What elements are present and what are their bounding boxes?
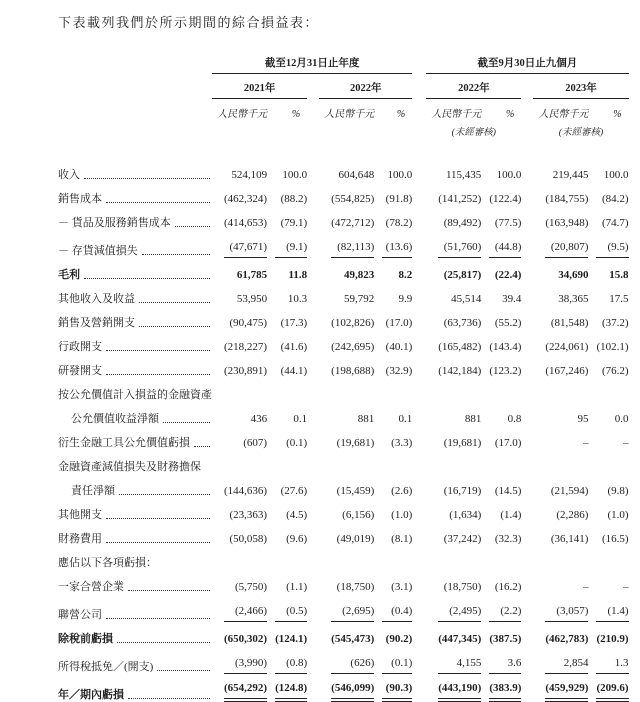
table-row — [58, 570, 629, 594]
column-gap — [412, 402, 426, 426]
table-row — [58, 330, 629, 354]
cell-amount: (36,141) — [550, 533, 589, 545]
column-gap — [307, 594, 319, 622]
cell-percent: (0.5) — [275, 604, 307, 622]
column-gap — [412, 306, 426, 330]
leader-dots — [106, 618, 210, 619]
unit-label: 人民幣千元 — [217, 109, 268, 120]
year-label: 2022年 — [349, 83, 382, 94]
cell-amount: (19,681) — [336, 437, 375, 449]
cell-percent: (102.1) — [596, 341, 629, 353]
column-gap — [412, 158, 426, 182]
cell-amount: (144,636) — [224, 485, 268, 497]
cell-percent: (1.4) — [596, 604, 628, 622]
cell-amount: (49,019) — [336, 533, 375, 545]
cell-percent: (143.4) — [489, 341, 522, 353]
leader-dots — [106, 542, 210, 543]
cell-percent: (32.9) — [385, 365, 413, 377]
row-label: 責任淨額 — [71, 485, 115, 497]
row-label: － 存貨減值損失 — [58, 245, 138, 257]
row-label: 一家合營企業 — [58, 581, 124, 593]
cell-amount: (15,459) — [336, 485, 375, 497]
cell-amount: (21,594) — [550, 485, 589, 497]
column-gap — [521, 306, 533, 330]
cell-amount: 219,445 — [552, 169, 589, 181]
column-gap — [521, 330, 533, 354]
row-label: 所得稅抵免／(開支) — [58, 661, 154, 673]
column-gap — [521, 594, 533, 622]
cell-amount: 436 — [250, 413, 268, 425]
cell-percent: 11.8 — [288, 269, 308, 281]
cell-percent: 15.8 — [609, 269, 629, 281]
table-row — [58, 402, 629, 426]
leader-dots — [84, 178, 210, 179]
leader-dots — [163, 422, 210, 423]
cell-amount: 881 — [357, 413, 375, 425]
cell-percent: 100.0 — [282, 169, 308, 181]
percent-label: % — [291, 109, 301, 120]
cell-amount: – — [582, 437, 589, 449]
cell-amount: (19,681) — [443, 437, 482, 449]
column-gap — [521, 646, 533, 674]
column-gap — [521, 474, 533, 498]
table-row — [58, 206, 629, 230]
column-gap — [412, 674, 426, 702]
column-gap — [412, 282, 426, 306]
cell-percent: (9.5) — [596, 240, 628, 258]
leader-dots — [117, 642, 210, 643]
cell-amount: (16,719) — [443, 485, 482, 497]
column-gap — [412, 230, 426, 258]
column-gap — [307, 330, 319, 354]
table-row — [58, 230, 629, 258]
column-gap — [521, 622, 533, 646]
column-gap — [307, 258, 319, 282]
cell-amount: (47,671) — [224, 240, 267, 258]
cell-percent: – — [623, 581, 629, 593]
table-row — [58, 258, 629, 282]
column-gap — [521, 498, 533, 522]
unit-label: 人民幣千元 — [538, 109, 589, 120]
column-gap — [412, 426, 426, 450]
cell-percent: (124.8) — [275, 681, 307, 702]
column-gap — [307, 354, 319, 378]
table-row — [58, 674, 629, 702]
cell-amount: (462,324) — [224, 193, 268, 205]
cell-percent: (74.7) — [601, 217, 629, 229]
row-label: 研發開支 — [58, 365, 102, 377]
leader-dots — [157, 670, 210, 671]
cell-amount: (89,492) — [443, 217, 482, 229]
cell-amount: (5,750) — [235, 581, 268, 593]
note-header-row — [58, 120, 629, 138]
leader-dots — [106, 374, 210, 375]
unaudited-note: (未經審核) — [558, 128, 604, 138]
table-row — [58, 474, 629, 498]
cell-percent: (44.1) — [280, 365, 308, 377]
cell-amount: (224,061) — [545, 341, 589, 353]
cell-amount: (230,891) — [224, 365, 268, 377]
cell-amount: (18,750) — [443, 581, 482, 593]
unit-label: 人民幣千元 — [431, 109, 482, 120]
column-gap — [307, 230, 319, 258]
leader-dots — [119, 494, 210, 495]
cell-percent: (77.5) — [494, 217, 522, 229]
column-gap — [307, 426, 319, 450]
cell-amount: (650,302) — [224, 633, 268, 645]
cell-amount: (2,495) — [438, 604, 481, 622]
column-gap — [521, 354, 533, 378]
cell-amount: (443,190) — [438, 681, 481, 702]
cell-percent: (4.5) — [286, 509, 308, 521]
cell-percent: 9.9 — [398, 293, 413, 305]
caption-row — [58, 546, 629, 570]
column-gap — [307, 622, 319, 646]
row-label: 其他開支 — [58, 509, 102, 521]
table-row — [58, 594, 629, 622]
column-gap — [521, 158, 533, 182]
caption-row — [58, 450, 629, 474]
cell-amount: 524,109 — [231, 169, 268, 181]
cell-amount: 61,785 — [236, 269, 268, 281]
page-title: 下表載列我們於所示期間的綜合損益表： — [58, 15, 320, 30]
table-row — [58, 426, 629, 450]
cell-percent: (9.1) — [275, 240, 307, 258]
cell-percent: 0.1 — [293, 413, 308, 425]
cell-percent: 100.0 — [603, 169, 629, 181]
table-row — [58, 522, 629, 546]
column-gap — [521, 282, 533, 306]
cell-amount: (626) — [331, 656, 374, 674]
cell-amount: (142,184) — [438, 365, 482, 377]
cell-percent: (91.8) — [385, 193, 413, 205]
column-gap — [521, 426, 533, 450]
cell-percent: 0.0 — [614, 413, 629, 425]
cell-percent: (383.9) — [489, 681, 521, 702]
cell-amount: (90,475) — [229, 317, 268, 329]
leader-dots — [128, 590, 210, 591]
row-label: 年／期內虧損 — [58, 689, 124, 701]
cell-amount: (102,826) — [331, 317, 375, 329]
cell-amount: (18,750) — [336, 581, 375, 593]
column-gap — [412, 646, 426, 674]
cell-percent: (40.1) — [385, 341, 413, 353]
year-label: 2022年 — [458, 83, 490, 94]
row-label: 按公允價值計入損益的金融資產 — [58, 389, 212, 401]
cell-percent: 39.4 — [502, 293, 522, 305]
cell-percent: (13.6) — [382, 240, 412, 258]
cell-percent: (90.3) — [382, 681, 412, 702]
column-gap — [307, 182, 319, 206]
cell-amount: 95 — [577, 413, 589, 425]
cell-percent: (17.3) — [280, 317, 308, 329]
unaudited-note: (未經審核) — [451, 128, 496, 138]
cell-amount: (63,736) — [443, 317, 482, 329]
cell-amount: 115,435 — [445, 169, 482, 181]
column-gap — [521, 182, 533, 206]
column-gap — [307, 306, 319, 330]
column-group-label: 截至12月31日止年度 — [264, 58, 360, 69]
year-label: 2023年 — [565, 83, 597, 94]
column-gap — [412, 522, 426, 546]
cell-percent: (22.4) — [494, 269, 522, 281]
row-label: 衍生金融工具公允價值虧損 — [58, 437, 190, 449]
cell-percent: (124.1) — [275, 633, 308, 645]
cell-percent: (78.2) — [385, 217, 413, 229]
cell-amount: – — [582, 581, 589, 593]
cell-percent: 0.1 — [398, 413, 413, 425]
cell-amount: (81,548) — [550, 317, 589, 329]
cell-amount: (242,695) — [331, 341, 375, 353]
cell-percent: (122.4) — [489, 193, 522, 205]
cell-amount: (6,156) — [342, 509, 375, 521]
column-gap — [521, 522, 533, 546]
column-gap — [412, 570, 426, 594]
table-header — [58, 55, 629, 138]
row-label: － 貨品及服務銷售成本 — [58, 217, 171, 229]
cell-amount: (198,688) — [331, 365, 375, 377]
cell-amount: (163,948) — [545, 217, 589, 229]
cell-percent: (16.2) — [494, 581, 522, 593]
cell-amount: (1,634) — [449, 509, 482, 521]
column-gap — [521, 570, 533, 594]
cell-amount: 881 — [464, 413, 482, 425]
cell-percent: 100.0 — [387, 169, 413, 181]
cell-percent: (17.0) — [385, 317, 413, 329]
cell-percent: (90.2) — [385, 633, 413, 645]
row-label: 金融資產減值損失及財務擔保 — [58, 461, 201, 473]
leader-dots — [128, 698, 210, 699]
cell-percent: (387.5) — [489, 633, 522, 645]
column-gap — [307, 474, 319, 498]
year-header-row — [58, 74, 629, 99]
cell-amount: (2,286) — [556, 509, 589, 521]
column-gap — [412, 206, 426, 230]
cell-amount: (459,929) — [545, 681, 588, 702]
column-gap — [307, 498, 319, 522]
cell-percent: (210.9) — [596, 633, 629, 645]
column-gap — [521, 674, 533, 702]
cell-amount: (167,246) — [545, 365, 589, 377]
row-label: 聯營公司 — [58, 609, 102, 621]
cell-percent: (3.3) — [391, 437, 413, 449]
row-label: 除稅前虧損 — [58, 633, 113, 645]
leader-dots — [106, 350, 210, 351]
leader-dots — [106, 518, 210, 519]
cell-percent: (84.2) — [601, 193, 629, 205]
cell-percent: (0.8) — [275, 656, 307, 674]
cell-amount: 45,514 — [451, 293, 482, 305]
column-gap — [307, 646, 319, 674]
cell-amount: (20,807) — [545, 240, 588, 258]
column-gap — [521, 258, 533, 282]
column-gap — [412, 354, 426, 378]
cell-percent: 17.5 — [609, 293, 629, 305]
column-gap — [521, 230, 533, 258]
cell-amount: 38,365 — [558, 293, 589, 305]
column-gap — [307, 522, 319, 546]
cell-percent: (32.3) — [494, 533, 522, 545]
leader-dots — [139, 326, 210, 327]
table-body — [58, 138, 629, 702]
cell-amount: (165,482) — [438, 341, 482, 353]
caption-row — [58, 378, 629, 402]
cell-percent: (14.5) — [494, 485, 522, 497]
cell-amount: (447,345) — [438, 633, 482, 645]
unit-header-row — [58, 99, 629, 120]
cell-percent: (44.8) — [489, 240, 521, 258]
cell-amount: 604,648 — [338, 169, 375, 181]
column-gap — [307, 158, 319, 182]
cell-percent: (17.0) — [494, 437, 522, 449]
spacer-row — [58, 138, 629, 158]
cell-amount: (50,058) — [229, 533, 268, 545]
column-group-label: 截至9月30日止九個月 — [477, 58, 578, 69]
cell-percent: (76.2) — [601, 365, 629, 377]
table-row — [58, 354, 629, 378]
column-gap — [307, 206, 319, 230]
cell-amount: (37,242) — [443, 533, 482, 545]
table-row — [58, 646, 629, 674]
row-label: 公允價值收益淨額 — [71, 413, 159, 425]
leader-dots — [142, 254, 210, 255]
row-label: 收入 — [58, 169, 80, 181]
cell-percent: (2.2) — [489, 604, 521, 622]
row-label: 應佔以下各項虧損： — [58, 557, 157, 569]
cell-percent: (9.8) — [607, 485, 629, 497]
cell-amount: (218,227) — [224, 341, 268, 353]
cell-percent: 8.2 — [398, 269, 413, 281]
row-label: 銷售及營銷開支 — [58, 317, 135, 329]
cell-amount: (184,755) — [545, 193, 589, 205]
table-row — [58, 306, 629, 330]
cell-percent: (55.2) — [494, 317, 522, 329]
percent-label: % — [506, 109, 515, 120]
cell-percent: 0.8 — [507, 413, 522, 425]
cell-amount: (2,695) — [331, 604, 374, 622]
cell-percent: – — [623, 437, 629, 449]
cell-amount: 53,950 — [236, 293, 268, 305]
cell-percent: (1.0) — [607, 509, 629, 521]
table-row — [58, 498, 629, 522]
column-gap — [412, 330, 426, 354]
unit-label: 人民幣千元 — [324, 109, 375, 120]
leader-dots — [139, 302, 210, 303]
table-row — [58, 182, 629, 206]
cell-amount: 59,792 — [343, 293, 375, 305]
cell-amount: 49,823 — [343, 269, 375, 281]
cell-amount: (25,817) — [443, 269, 482, 281]
cell-amount: (23,363) — [229, 509, 268, 521]
column-gap — [412, 182, 426, 206]
column-gap — [412, 474, 426, 498]
cell-percent: (27.6) — [280, 485, 308, 497]
cell-amount: (51,760) — [438, 240, 481, 258]
cell-amount: (554,825) — [331, 193, 375, 205]
cell-amount: (462,783) — [545, 633, 589, 645]
cell-amount: 2,854 — [545, 656, 588, 674]
column-gap — [307, 570, 319, 594]
column-gap — [307, 402, 319, 426]
leader-dots — [194, 446, 210, 447]
cell-percent: (9.6) — [286, 533, 308, 545]
cell-amount: 34,690 — [558, 269, 589, 281]
column-gap — [412, 622, 426, 646]
cell-percent: (0.4) — [382, 604, 412, 622]
cell-percent: (0.1) — [382, 656, 412, 674]
cell-amount: 4,155 — [438, 656, 481, 674]
cell-percent: (16.5) — [601, 533, 629, 545]
cell-amount: (472,712) — [331, 217, 375, 229]
cell-percent: (3.1) — [391, 581, 413, 593]
cell-amount: (82,113) — [331, 240, 374, 258]
table-row — [58, 158, 629, 182]
column-gap — [307, 674, 319, 702]
cell-amount: (545,473) — [331, 633, 375, 645]
cell-amount: (414,653) — [224, 217, 268, 229]
cell-amount: (141,252) — [438, 193, 482, 205]
cell-amount: (3,057) — [545, 604, 588, 622]
leader-dots — [175, 226, 210, 227]
cell-percent: 1.3 — [596, 656, 628, 674]
cell-percent: 100.0 — [496, 169, 522, 181]
column-gap — [412, 594, 426, 622]
cell-amount: (2,466) — [224, 604, 267, 622]
percent-label: % — [613, 109, 622, 120]
row-label: 行政開支 — [58, 341, 102, 353]
leader-dots — [84, 278, 210, 279]
column-gap — [307, 282, 319, 306]
column-gap — [521, 206, 533, 230]
cell-percent: 3.6 — [489, 656, 521, 674]
cell-percent: (1.1) — [286, 581, 308, 593]
year-label: 2021年 — [243, 83, 276, 94]
cell-percent: (123.2) — [489, 365, 522, 377]
cell-amount: (654,292) — [224, 681, 267, 702]
column-gap — [412, 258, 426, 282]
leader-dots — [106, 202, 210, 203]
cell-percent: (8.1) — [391, 533, 413, 545]
cell-percent: (41.6) — [280, 341, 308, 353]
cell-amount: (3,990) — [224, 656, 267, 674]
cell-amount: (607) — [243, 437, 268, 449]
row-label: 毛利 — [58, 269, 80, 281]
cell-percent: (79.1) — [280, 217, 308, 229]
income-statement-table — [58, 55, 629, 702]
column-gap — [412, 498, 426, 522]
cell-percent: 10.3 — [287, 293, 308, 305]
row-label: 其他收入及收益 — [58, 293, 135, 305]
cell-amount: (546,099) — [331, 681, 374, 702]
cell-percent: (1.0) — [391, 509, 413, 521]
cell-percent: (209.6) — [596, 681, 628, 702]
row-label: 銷售成本 — [58, 193, 102, 205]
cell-percent: (2.6) — [391, 485, 413, 497]
cell-percent: (1.4) — [500, 509, 522, 521]
percent-label: % — [396, 109, 406, 120]
row-label: 財務費用 — [58, 533, 102, 545]
cell-percent: (88.2) — [280, 193, 308, 205]
table-row — [58, 282, 629, 306]
table-row — [58, 622, 629, 646]
group-header-row — [58, 55, 629, 74]
cell-percent: (0.1) — [286, 437, 308, 449]
cell-percent: (37.2) — [601, 317, 629, 329]
column-gap — [521, 402, 533, 426]
